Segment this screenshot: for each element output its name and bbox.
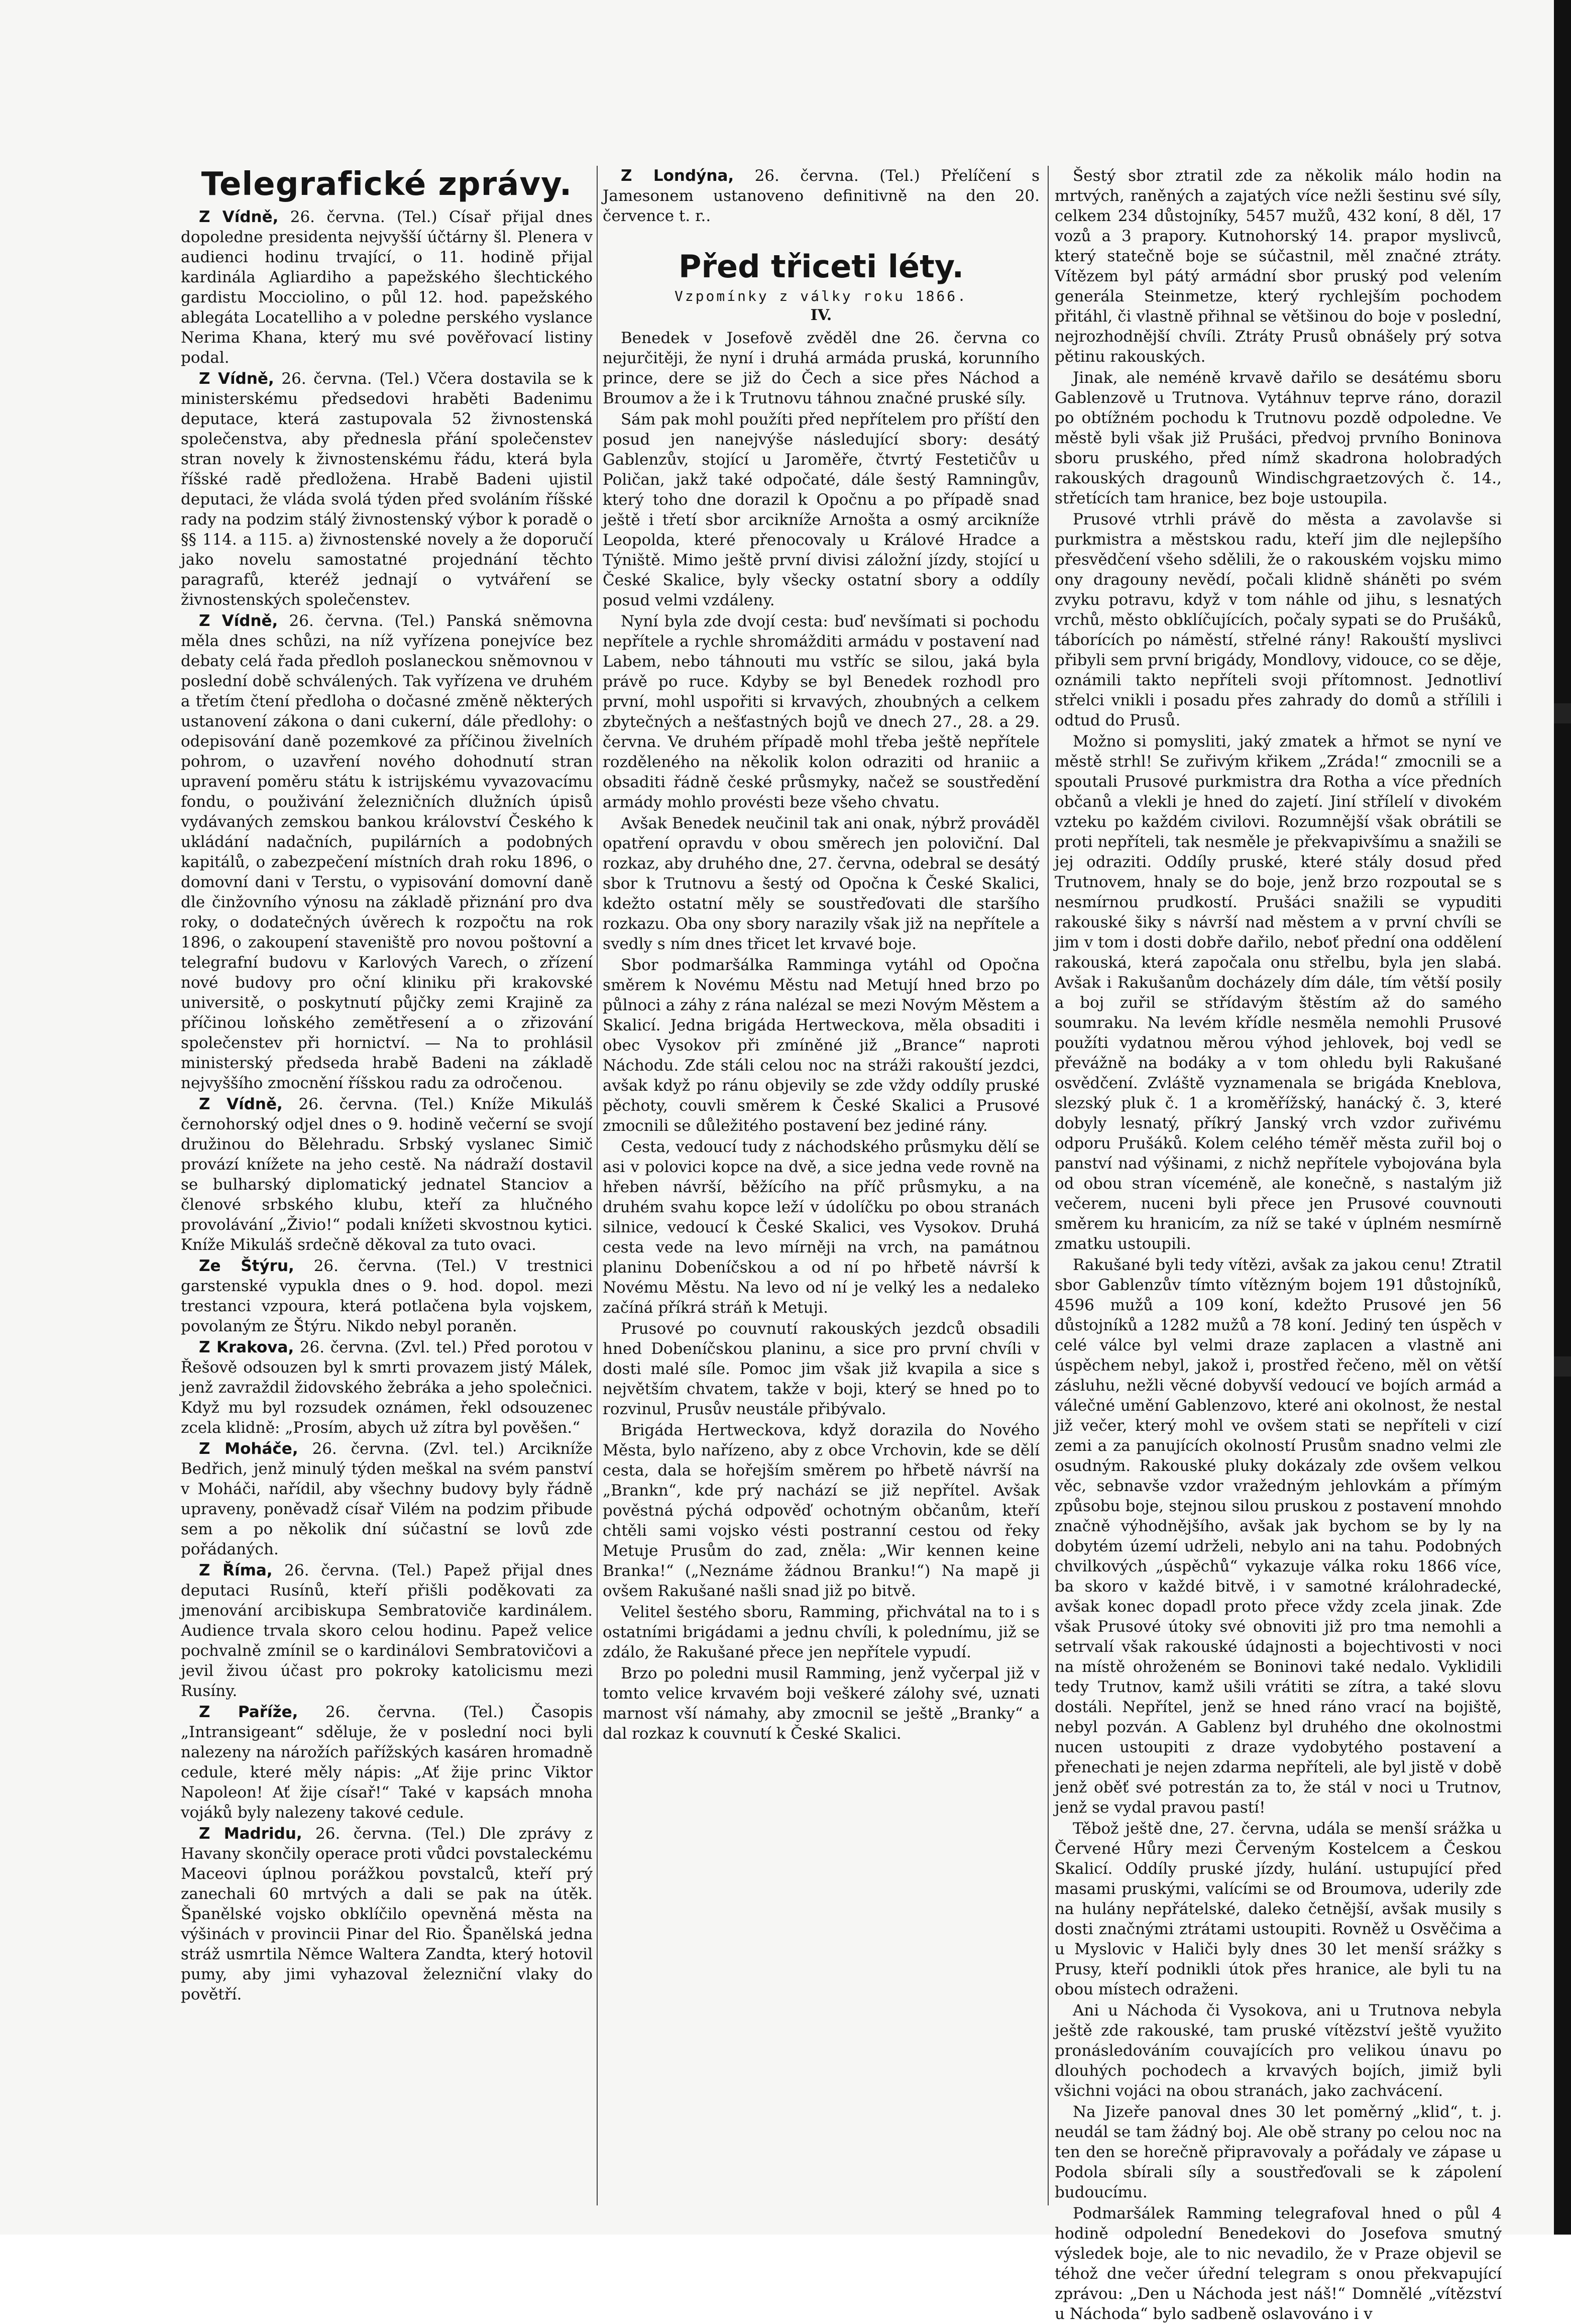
article-title: Před třiceti léty. <box>679 248 964 285</box>
telegraph-location: Z Vídně, <box>199 208 279 226</box>
column-article-continued <box>1055 166 1502 2323</box>
telegraph-text: 26. června. (Zvl. tel.) Před porotou v Řešově odsouzen byl k smrti provazem jistý Málek, jenž zavraždil židovského žebráka a jeho společnici. Když mu byl rozsudek oznámen, řekl odsouzenec zcela klidně: „Prosím, abych už zítra byl pověšen.“ <box>181 1338 593 1437</box>
telegraph-continuation <box>603 166 1040 226</box>
article-paragraph: Těbož ještě dne, 27. června, udála se menší srážka u Červené Hůry mezi Červeným Kostelcem a Českou Skalicí. Oddíly pruské jízdy, hulání. ustupující před masami pruskými, valícími se od Broumova, uderily zde na hulány nepřátelské, daleko četnější, avšak musily s dosti značnými ztrátami ustoupiti. Rovněž u Osvěčima a u Myslovic v Haliči byly dnes 30 let menší srážky s Prusy, kteří podnikli útok přes hranice, ale byli tu na obou místech odraženi. <box>1055 1820 1502 1998</box>
telegraph-location: Z Madridu, <box>199 1825 302 1843</box>
telegraph-location: Z Moháče, <box>199 1440 298 1458</box>
telegraph-location: Z Londýna, <box>621 167 734 185</box>
article-paragraph: Sám pak mohl použíti před nepřítelem pro příští den posud jen nanejvýše následující sbory: desátý Gablenzův, stojící u Jaroměře, čtvrtý Festetičův u Poličan, jakž také odpočaté, dále šestý Ramningův, který toho dne dorazil k Opočnu a po případě snad ještě i třetí sbor arcikníže Arnošta a osmý arcikníže Leopolda, které přenocovaly u Králové Hradce a Týniště. Mimo ještě první divisi záložní jízdy, stojící u České Skalice, byly všecky ostatní sbory a oddíly posud velmi vzdáleny. <box>603 410 1040 609</box>
scan-edge-mark <box>1554 703 1571 723</box>
column-rule <box>597 166 598 2205</box>
telegraph-item <box>181 1256 593 1336</box>
telegraph-item <box>181 1824 593 2004</box>
telegraph-text: 26. června. (Tel.) Přelíčení s Jamesonem ustanoveno definitivně na den 20. července t. r.. <box>603 167 1040 225</box>
article-paragraph: Šestý sbor ztratil zde za několik málo hodin na mrtvých, raněných a zajatých více nežli šestinu své síly, celkem 234 důstojníky, 5457 mužů, 432 koní, 8 děl, 17 vozů a 3 prapory. Kutnohorský 14. prapor myslivců, který statečně boje se súčastnil, měl značné ztráty. Vítězem byl pátý armádní sbor pruský pod velením generála Steinmetze, který rychlejším pochodem přitáhl, či vlastně přihnal se většinou do boje v poslední, nejrozhodnější chvíli. Ztráty Prusů obnášely prý sotva pětinu rakouských. <box>1055 167 1502 366</box>
article-paragraph: Nyní byla zde dvojí cesta: buď nevšímati si pochodu nepřítele a rychle shromážditi armádu v postavení nad Labem, nebo táhnouti mu vstříc se silou, jaká byla právě po ruce. Kdyby se byl Benedek rozhodl pro první, mohl uspořiti si krvavých, zhoubných a celkem zbytečných a nešťastných bojů ve dnech 27., 28. a 29. června. Ve druhém případě mohl třeba ještě nepřítele rozděleného na několik kolon odraziti od hraniic a obsaditi řádně české průsmyky, načež se soustředění armády mohlo provésti beze všeho chvatu. <box>603 612 1040 811</box>
article-paragraph: Na Jizeře panoval dnes 30 let poměrný „klid“, t. j. neudál se tam žádný boj. Ale obě strany po celou noc na ten den se horečně připravovaly a pořádaly ve zápase u Podola sbírali síly a soustřeďovali se k zápolení budoucímu. <box>1055 2103 1502 2201</box>
article-paragraph: Prusové vtrhli právě do města a zavolavše si purkmistra a městskou radu, kteří jim dle nejlepšího přesvědčení všeho sdělili, že o rakouském vojsku mimo ony dragouny nevědí, počali klidně sháněti po svém zvyku potravu, když v tom náhle od jihu, s lesnatých vrchů, město obklíčujících, počaly sypati se do Prušáků, táborících po náměstí, střelné rány! Rakouští myslivci přibyli sem první brigády, Mondlovy, vidouce, co se děje, oznámili takto nepříteli svoji přítomnost. Jednotliví střelci vnikli i posadu přes zahrady do domů a střílili i odtud do Prusů. <box>1055 510 1502 729</box>
telegraph-items <box>181 207 593 2004</box>
telegraph-text: 26. června. (Tel.) Kníže Mikuláš černohorský odjel dnes o 9. hodině večerní se svojí družinou do Bělehradu. Srbský vyslanec Simič provází knížete na jeho cestě. Na nádraží dostavil se bulharský diplomatický jednatel Stanciov a členové srbského klubu, kteří za hlučného provolávání „Živio!“ podali knížeti skvostnou kytici. Kníže Mikuláš srdečně děkoval za tuto ovaci. <box>181 1095 593 1254</box>
telegraph-item <box>603 166 1040 226</box>
article-paragraph: Podmaršálek Ramming telegrafoval hned o půl 4 hodině odpolední Benedekovi do Josefova smutný výsledek boje, ale to nic nevadilo, že v Praze objevil se téhož dne večer úřední telegram s onou překvapující zprávou: „Den u Náchoda jest náš!“ Domnělé „vítězství u Náchoda“ bylo sadbeně oslavováno i v <box>1055 2204 1502 2323</box>
telegraph-item <box>181 1439 593 1559</box>
telegraph-location: Z Vídně, <box>199 612 278 630</box>
column-telegraph <box>181 166 593 2205</box>
telegraph-text: 26. června. (Tel.) Císař přijal dnes dopoledne presidenta nejvyšší účtárny šl. Plenera v audienci hodinu trvající, o 11. hodině přijal kardinála Agliardiho a papežského šlechtického gardistu Mocciolino, o půl 12. hod. papežského ablegáta Locatelliho a v poledne perského vyslance Nerima Khana, který mu své pověřovací listiny podal. <box>181 208 593 367</box>
telegraph-text: 26. června. (Tel.) Dle zprávy z Havany skončily operace proti vůdci povstaleckému Maceovi úplnou porážkou povstalců, kteří prý zanechali 60 mrtvých a dali se pak na útěk. Španělské vojsko obklíčilo opevněná města na výšinách v provincii Pinar del Rio. Španělská jedna stráž usmrtila Němce Waltera Zandta, který hotovil pumy, aby jimi vyhazoval železniční vlaky do povětří. <box>181 1825 593 2003</box>
telegraph-text: 26. června. (Tel.) V trestnici garstenské vypukla dnes o 9. hod. dopol. mezi trestanci vzpoura, která potlačena byla vojskem, povolaným ze Štýru. Nikdo nebyl poraněn. <box>181 1257 593 1335</box>
telegraph-location: Z Vídně, <box>199 370 274 388</box>
scan-edge-mark <box>1554 1356 1571 1377</box>
article-body <box>603 328 1040 1744</box>
telegraph-text: 26. června. (Tel.) Panská sněmovna měla dnes schůzi, na níž vyřízena ponejvíce bez debaty celá řada předloh poslaneckou sněmovnou v poslední době schválených. Tak vyřízena ve druhém a třetím čtení předloha o dočasné změně některých ustanovení zákona o dani cukerní, dále předlohy: o odepisování daně pozemkové za příčinou živelních pohrom, o uzavření nového dohodnutí stran upravení poměru státu k istrijskému vyvazovacímu fondu, o použivání železničních dlužních úpisů vydávaných zemskou bankou království Českého k ukládání nadačních, pupilárních a podobných kapitálů, o zabezpečení místních drah roku 1896, o domovní dani v Terstu, o vypisování domovní daně dle činžovního výnosu na základě přiznání pro dva roky, o dodatečných úvěrech k rozpočtu na rok 1896, o zakoupení staveniště pro novou poštovní a telegrafní budovu v Karlových Varech, o zřízení nové budovy pro oční kliniku při krakovské universitě, o poskytnutí půjčky zemi Krajině za příčinou loňského zemětřesení a o zřizování společenstev při hornictví. — Na to prohlásil ministerský předseda hrabě Badeni na základě nejvyššího zmocnění říšskou radu za odročenou. <box>181 612 593 1092</box>
article-paragraph: Prusové po couvnutí rakouských jezdců obsadili hned Dobeníčskou planinu, a sice pro první chvíli v dosti malé síle. Pomoc jim však již kvapila a sice s největším chvatem, takže v boji, který se hned po to rozvinul, Prusův neustále přibývalo. <box>603 1320 1040 1418</box>
article-paragraph: Možno si pomysliti, jaký zmatek a hřmot se nyní ve městě strhl! Se zuřivým křikem „Zráda!“ zmocnili se a spoutali Prusové purkmistra dra Rotha a více předních občanů a vlekli je hned do zajetí. Jiní střílelí v divokém vzteku po každém civilovi. Rozumnější však obrátili se proti nepříteli, tak nesměle je překvapivšímu a snažili se jej odraziti. Oddíly pruské, které stály dosud před Trutnovem, hnaly se do boje, jenž brzo rozpoutal se s nesmírnou prudkostí. Prušáci snažili se vypuditi rakouské šiky s návrší nad městem a v první chvíli se jim v tom i dosti dobře dařilo, neboť přední ona oddělení rakouská, která započala onu střelbu, byla jen slabá. Avšak i Rakušanům docházely dím dále, tím větší posily a boj zuřil se střídavým štěstím až do samého soumraku. Na levém křídle nesměla nemohli Prusové použíti vydatnou měrou výhod jehlovek, boj vedl se převážně na bodáky a v tom ohledu byli Rakušané osvědčení. Zvláště vyznamenala se brigáda Kneblova, slezský pluk č. 1 a kroměřížský, hanácký č. 3, které dobyly lesnatý, příkrý Janský vrch vzdor zuřivému odporu Prušáků. Kolem celého téměř města zuřil boj o panství nad výšinami, z nichž nepřítele vybojována byla od obou stran víceméně, ale konečně, s nastalým již večerem, nuceni byli přece jen Prusové couvnouti směrem ku hranicím, za níž se také v úplném nesmírně zmatku ustoupili. <box>1055 732 1502 1253</box>
article-paragraph: Benedek v Josefově zvěděl dne 26. června co nejurčitěji, že nyní i druhá armáda pruská, korunního prince, dere se již do Čech a sice přes Náchod a Broumov a že i k Trutnovu táhnou značné pruské síly. <box>603 329 1040 407</box>
telegraph-text: 26. června. (Tel.) Včera dostavila se k ministerskému předsedovi hraběti Badenimu deputace, která zastupovala 52 živnostenská společenstva, aby přednesla přání společenstev stran novely k živnostenskému řádu, která byla říšské radě předložena. Hrabě Badeni ujistil deputaci, že vláda svolá týden před svoláním říšské rady na podzim stálý živnostenský výbor k poradě o §§ 114. a 115. a) živnostenské novely a že doporučí jako novelu samostatné projednání těchto paragrafů, kteréž jednají o vytváření se živnostenských společenstev. <box>181 370 593 609</box>
telegraph-item <box>181 1560 593 1701</box>
article-paragraph: Cesta, vedoucí tudy z náchodského průsmyku dělí se asi v polovici kopce na dvě, a sice jedna vede rovně na hřeben návrší, běžícího na příč průsmyku, a na druhém svahu kopce leží v údolíčku po obou stranách silnice, vedoucí k České Skalici, ves Vysokov. Druhá cesta vede na levo mírněji na vrch, na památnou planinu Dobeníčskou a od ní po hřbetě návrší k Novému Městu. Na levo od ní je velký les a nedaleko začíná příkrá stráň k Metuji. <box>603 1138 1040 1317</box>
telegraph-location: Z Říma, <box>199 1561 273 1579</box>
telegraph-item <box>181 1094 593 1255</box>
article-part: IV. <box>810 306 832 324</box>
telegraph-item <box>181 1702 593 1823</box>
article-subtitle: Vzpomínky z války roku 1866. <box>674 288 968 304</box>
article-paragraph: Rakušané byli tedy vítězi, avšak za jakou cenu! Ztratil sbor Gablenzův tímto vítězným bojem 191 důstojníků, 4596 mužů a 109 koní, kdežto Prusové jen 56 důstojníků a 1282 mužů a 78 koní. Jediný ten úspěch v celé válce byl velmi draze zaplacen a vlastně ani úspěchem nebyl, jakož i, prostřed řečeno, měl on větší zásluhu, nežli věcné dobyvší vedoucí ve bojích armád a válečné umění Gablenzovo, které ani okolnost, že nestal již večer, který mohl ve ovšem stati se nepříteli v cizí zemi a za panujících okolností Prusům snadno velmi zle osudným. Rakouské pluky dokázaly zde ovšem velkou věc, sebnavše vzdor vražedným jehlovkám a přímým způsobu boje, stejnou silou pruskou z postavení mnohdo značně výhodnějšího, avšak jak bychom se by ly na dobytém území udrželi, nebylo ani na tahu. Podobných chvilkových „úspěchů“ vykazuje válka roku 1866 více, ba skoro v každé bitvě, i v samotné králohradecké, avšak konec dopadl proto přece vždy zcela jinak. Zde však Prusové útoky své obnoviti již pro tma nemohli a setrvalí však rakouské údajnosti a bojechtivosti v noci na místě ohroženém se Boninovi také nedalo. Vyklidili tedy Trutnov, kamž ušili vrátiti se zítra, a také slovu dostáli. Nepřítel, jenž se hned ráno vrací na bojiště, nebyl pozván. A Gablenz byl druhého dne okolnostmi nucen ustoupiti z draze vydobytého postavení a přenechati je nejen zdarma nepříteli, ale byl jistě v době jenž oběť své potrestán za to, že stál v noci u Trutnov, jenž se vydal pravou pastí! <box>1055 1256 1502 1817</box>
telegraph-text: 26. června. (Tel.) Časopis „Intransigeant“ sděluje, že v poslední noci byli nalezeny na nárožích pařížských kasáren hromadně cedule, které měly nápis: „Ať žije princ Viktor Napoleon! Ať žije císař!“ Také v kapsách mnoha vojáků byly nalezeny takové cedule. <box>181 1703 593 1822</box>
article-paragraph: Brzo po poledni musil Ramming, jenž vyčerpal již v tomto velice krvavém boji veškeré zálohy své, uznati marnost vší námahy, aby zmocnil se ještě „Branky“ a dal rozkaz k couvnutí k České Skalici. <box>603 1664 1040 1743</box>
telegraph-location: Z Krakova, <box>199 1338 294 1356</box>
telegraph-item <box>181 1337 593 1438</box>
article-paragraph: Jinak, ale neméně krvavě dařilo se desátému sboru Gablenzově u Trutnova. Vytáhnuv teprve ráno, dorazil po obtížném pochodu k Trutnovu pozdě odpoledne. Ve městě byli však již Prušáci, předvoj prvního Boninova sboru pruského, před nímž skadrona holobradých rakouských dragounů Windischgraetzových č. 14., střetících tam hranice, bez boje ustoupila. <box>1055 369 1502 507</box>
article-paragraph: Velitel šestého sboru, Ramming, přichvátal na to i s ostatními brigádami a jednu chvíli, k polednímu, již se zdálo, že Rakušané přece jen nepřítele vypudí. <box>603 1603 1040 1661</box>
column-rule <box>1048 166 1049 2205</box>
telegraph-item <box>181 611 593 1093</box>
telegraph-item <box>181 207 593 368</box>
telegraph-location: Z Vídně, <box>199 1095 283 1113</box>
article-paragraph: Brigáda Hertweckova, když dorazila do Nového Města, bylo nařízeno, aby z obce Vrchovin, kde se dělí cesta, dala se hořejším směrem po hřbetě návrší na „Brankn“, kde prý nachází se již nepřítel. Avšak pověstná pýchá odpověď ochotným občanům, kteří chtěli sami vojsko vésti postranní cestou od řeky Metuje Prusům do zad, zněla: „Wir kennen keine Branka!“ („Neznáme žádnou Branku!“) Na mapě ji ovšem Rakušané našli snad již po bitvě. <box>603 1421 1040 1600</box>
article-paragraph: Ani u Náchoda či Vysokova, ani u Trutnova nebyla ještě zde rakouské, tam pruské vítězství ještě využito pronásledováním couvajících pro velikou únavu po dlouhých pochodech a krvavých bojích, jimiž byli všichni vojáci na obou stranách, jako zachvácení. <box>1055 2001 1502 2100</box>
telegraph-text: 26. června. (Tel.) Papež přijal dnes deputaci Rusínů, kteří přišli poděkovati za jmenování arcibiskupa Sembratoviče kardinálem. Audience trvala skoro celou hodinu. Papež velice pochvalně zmínil se o kardinálovi Sembratovičovi a jevil živou účast pro pokroky katolicismu mezi Rusíny. <box>181 1561 593 1700</box>
telegraph-text: 26. června. (Zvl. tel.) Arcikníže Bedřich, jenž minulý týden meškal na svém panství v Moháči, nařídil, aby všechny budovy byly řádně upraveny, poněvadž císař Vilém na podzim přibude sem a po několik dní súčastní se lovů zde pořádaných. <box>181 1440 593 1558</box>
telegraph-location: Z Paříže, <box>199 1703 298 1721</box>
article-paragraph: Sbor podmaršálka Ramminga vytáhl od Opočna směrem k Novému Městu nad Metují hned brzo po půlnoci a záhy z rána nalézal se mezi Novým Městem a Skalicí. Jedna brigáda Hertweckova, měla obsaditi i obec Vysokov při zmíněné již „Brance“ naproti Náchodu. Zde stáli celou noc na stráži rakouští jezdci, avšak když po ránu objevily se zde vždy oddíly pruské pěchoty, couvli směrem k České Skalici a Prusové zmocnili se důležitého postavení bez jediné rány. <box>603 956 1040 1135</box>
telegraph-location: Ze Štýru, <box>199 1257 294 1275</box>
scan-right-edge <box>1554 0 1571 2235</box>
column-article <box>603 166 1040 2205</box>
telegraph-title: Telegrafické zprávy. <box>201 166 573 203</box>
telegraph-item <box>181 369 593 610</box>
article-continued-body <box>1055 166 1502 2324</box>
article-paragraph: Avšak Benedek neučinil tak ani onak, nýbrž prováděl opatření opravdu v obou směrech jen poloviční. Dal rozkaz, aby druhého dne, 27. června, odebral se desátý sbor k Trutnovu a šestý od Opočna k České Skalici, kdežto ostatní měly se soustřeďovati dle staršího rozkazu. Oba ony sbory narazily však již na nepřítele a svedly s ním dnes třicet let krvavé boje. <box>603 814 1040 953</box>
